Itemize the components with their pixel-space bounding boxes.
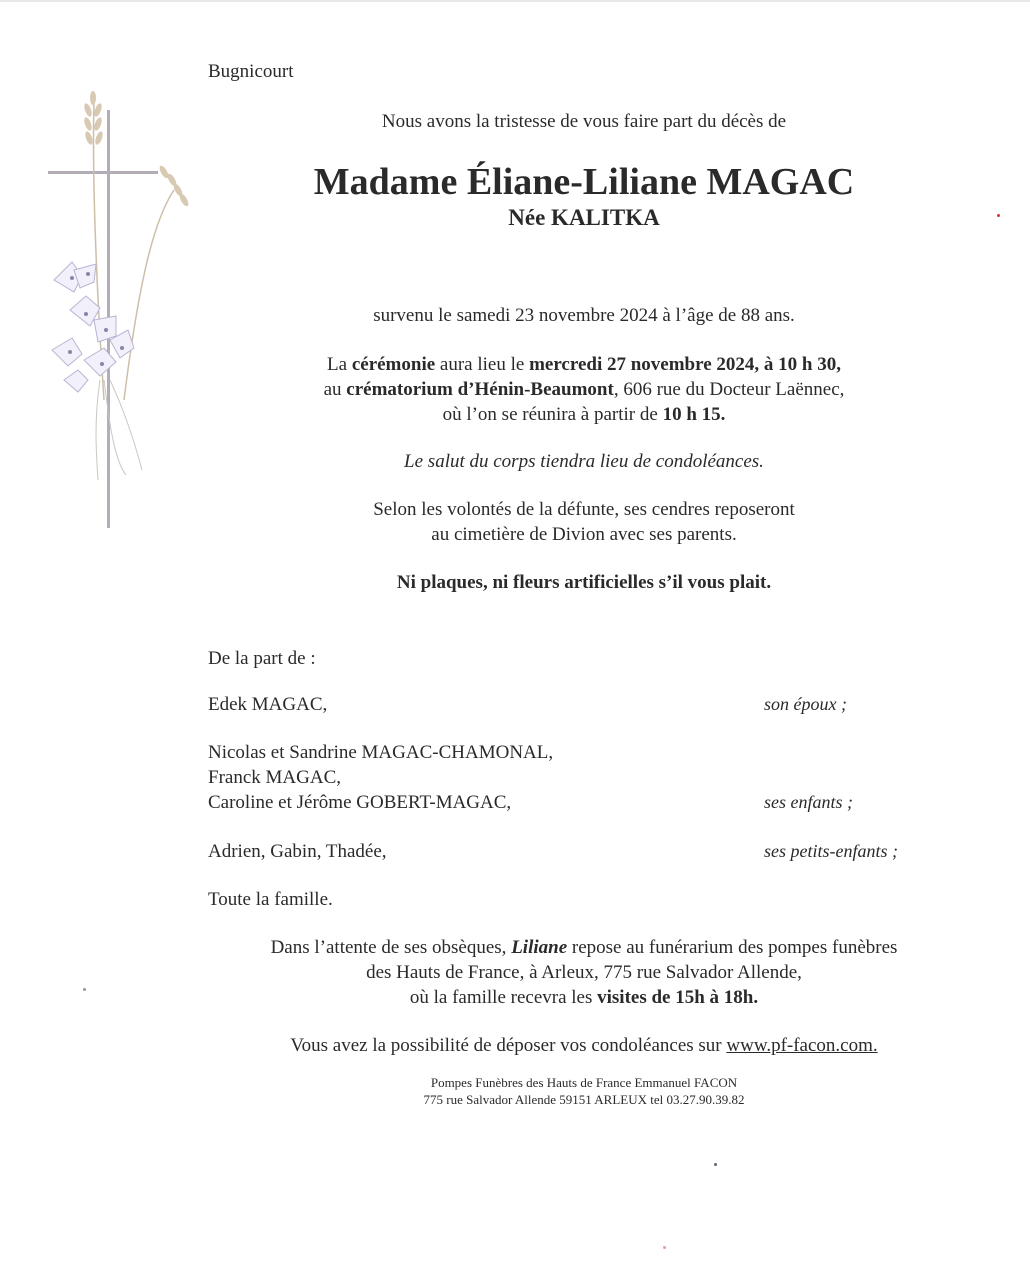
scan-edge	[0, 0, 1030, 2]
salut-note: Le salut du corps tiendra lieu de condoléances.	[404, 451, 764, 472]
children-list	[208, 740, 553, 815]
spouse-name: Edek MAGAC,	[208, 694, 328, 715]
scan-speck	[663, 1246, 666, 1249]
wishes-line-2: au cimetière de Divion avec ses parents.	[431, 524, 737, 545]
ceremony-line-3: où l’on se réunira à partir de 10 h 15.	[442, 404, 726, 425]
locality: Bugnicourt	[208, 61, 294, 82]
family-intro: De la part de :	[208, 648, 316, 669]
child-name: Caroline et Jérôme GOBERT-MAGAC,	[208, 792, 512, 813]
scan-speck	[83, 988, 86, 991]
condolences-link[interactable]: www.pf-facon.com.	[726, 1035, 878, 1056]
footer-line-1: Pompes Funèbres des Hauts de France Emmanuel FACON	[430, 1075, 738, 1090]
children-relation: ses enfants ;	[764, 792, 853, 812]
death-notice: survenu le samedi 23 novembre 2024 à l’âge de 88 ans.	[373, 305, 795, 326]
maiden-name: Née KALITKA	[508, 205, 660, 230]
child-name: Nicolas et Sandrine MAGAC-CHAMONAL,	[208, 742, 554, 763]
whole-family: Toute la famille.	[208, 889, 333, 910]
ceremony-block	[250, 352, 918, 427]
condolences-line	[250, 1033, 918, 1058]
grandchildren-names: Adrien, Gabin, Thadée,	[208, 841, 387, 862]
scan-speck	[714, 1163, 717, 1166]
footer-line-2: 775 rue Salvador Allende 59151 ARLEUX tel 03.27.90.39.82	[423, 1092, 745, 1107]
deceased-name: Madame Éliane-Liliane MAGAC	[313, 161, 855, 203]
footer	[250, 1074, 918, 1108]
cross-with-flowers-icon	[14, 80, 204, 540]
intro-text: Nous avons la tristesse de vous faire part du décès de	[381, 111, 787, 132]
scan-speck	[997, 214, 1000, 217]
rest-block	[250, 935, 918, 1010]
ceremony-line-2: au crématorium d’Hénin-Beaumont, 606 rue du Docteur Laënnec,	[323, 379, 845, 400]
wishes-line-1: Selon les volontés de la défunte, ses cendres reposeront	[373, 499, 795, 520]
rest-line-2: des Hauts de France, à Arleux, 775 rue Salvador Allende,	[366, 962, 802, 983]
grandchildren-relation: ses petits-enfants ;	[764, 841, 898, 861]
spouse-relation: son époux ;	[764, 694, 847, 714]
ceremony-line-1: La cérémonie aura lieu le mercredi 27 novembre 2024, à 10 h 30,	[327, 354, 841, 375]
wishes-block	[250, 497, 918, 547]
rest-line-1: Dans l’attente de ses obsèques, Liliane repose au funérarium des pompes funèbres	[270, 937, 898, 958]
child-name: Franck MAGAC,	[208, 767, 341, 788]
rest-line-3: où la famille recevra les visites de 15h à 18h.	[409, 987, 759, 1008]
condolences-text: Vous avez la possibilité de déposer vos condoléances sur	[290, 1035, 727, 1056]
no-flowers-note: Ni plaques, ni fleurs artificielles s’il vous plait.	[396, 572, 772, 593]
